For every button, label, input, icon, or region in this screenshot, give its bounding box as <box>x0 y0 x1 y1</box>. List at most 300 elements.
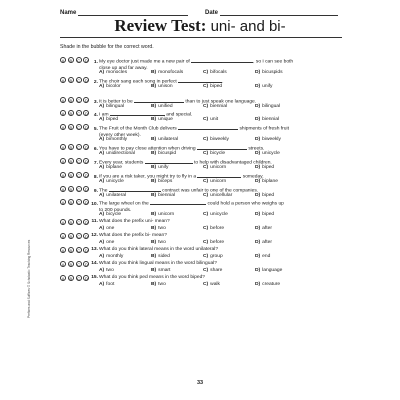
choice-letter: A) <box>99 83 105 89</box>
choice-letter: A) <box>99 70 105 75</box>
answer-bubble[interactable]: D <box>85 173 88 178</box>
answer-choice <box>203 117 255 123</box>
choice-text: before <box>210 239 225 245</box>
choice-letter: D) <box>255 192 261 198</box>
choice-text: biennial <box>158 192 176 198</box>
answer-bubble[interactable]: B <box>69 234 73 239</box>
answer-blank <box>197 172 241 178</box>
choice-letter: D) <box>255 253 261 259</box>
answer-blank <box>110 110 165 116</box>
answer-choice <box>99 268 151 274</box>
answer-bubble[interactable]: D <box>85 248 88 253</box>
answer-blank <box>145 158 193 164</box>
answer-choice <box>99 151 151 157</box>
answer-choices <box>99 268 345 274</box>
choice-text: monocles <box>106 70 128 75</box>
answer-choice <box>151 282 203 288</box>
choice-text: bimonthly <box>106 137 128 142</box>
answer-choice <box>255 104 307 110</box>
answer-bubble[interactable]: B <box>69 159 73 164</box>
answer-choice <box>99 84 151 90</box>
answer-choices <box>99 240 345 246</box>
answer-choice <box>151 165 203 171</box>
choice-text: sided <box>158 253 170 259</box>
choice-text: unique <box>158 116 173 122</box>
answer-choice <box>99 254 151 260</box>
answer-bubble[interactable]: C <box>77 220 80 225</box>
choice-letter: B) <box>151 239 157 245</box>
choice-text: two <box>158 225 166 231</box>
choice-text: unidirectional <box>106 150 135 156</box>
choice-text: smart <box>158 267 171 273</box>
answer-choice <box>99 70 151 76</box>
answer-choice <box>255 151 307 157</box>
answer-bubble[interactable]: B <box>69 111 73 116</box>
answer-choice <box>255 165 307 171</box>
choice-text: unit <box>210 116 219 122</box>
answer-choices <box>99 117 345 123</box>
choice-text: unilateral <box>106 192 127 198</box>
answer-bubble[interactable]: C <box>77 159 80 164</box>
answer-bubbles <box>60 247 89 253</box>
answer-choices <box>99 193 345 199</box>
question-prompt: The Fruit of the Month Club delivers <box>99 126 179 132</box>
answer-choice <box>99 117 151 123</box>
choice-letter: D) <box>255 83 261 89</box>
answer-choice <box>203 70 255 76</box>
question-text <box>91 219 345 225</box>
choice-text: after <box>262 225 272 231</box>
choice-text: biped <box>262 212 275 217</box>
answer-bubble[interactable]: C <box>77 98 80 103</box>
answer-bubble[interactable]: D <box>85 98 88 103</box>
choice-text: biplane <box>262 178 278 184</box>
answer-choice <box>203 151 255 157</box>
answer-bubble[interactable]: B <box>69 220 73 225</box>
answer-bubble[interactable]: B <box>69 173 73 178</box>
answer-bubble[interactable]: C <box>77 200 80 205</box>
name-field[interactable] <box>60 9 188 16</box>
question-prompt: Every year, students <box>99 160 145 166</box>
answer-bubble[interactable]: D <box>85 58 88 63</box>
answer-choice <box>255 117 307 123</box>
answer-choice <box>255 193 307 199</box>
answer-blank <box>178 124 238 130</box>
choice-text: unicorn <box>210 164 227 170</box>
answer-choice <box>203 165 255 171</box>
date-field[interactable] <box>205 9 338 16</box>
answer-choice <box>255 179 307 185</box>
question-prompt-line2: close up and far away. <box>99 66 148 71</box>
choice-text: monofocals <box>158 70 184 75</box>
answer-choice <box>203 193 255 199</box>
choice-text: unicellular <box>210 192 233 198</box>
choice-text: unified <box>158 103 173 109</box>
question-prompt-line2: (every other week). <box>99 133 141 138</box>
choice-letter: A) <box>99 225 105 231</box>
choice-letter: A) <box>99 281 105 287</box>
answer-bubble[interactable]: B <box>69 58 73 63</box>
answer-choices <box>99 282 345 288</box>
choice-text: bilingual <box>106 103 125 109</box>
answer-bubble[interactable]: C <box>77 276 80 281</box>
answer-bubble[interactable]: C <box>77 58 80 63</box>
answer-bubble[interactable]: B <box>69 187 73 192</box>
answer-choice <box>255 282 307 288</box>
answer-choice <box>255 226 307 232</box>
answer-bubbles <box>60 219 89 225</box>
answer-bubble[interactable]: D <box>85 187 88 192</box>
choice-text: share <box>210 267 223 273</box>
question-text <box>91 247 345 253</box>
answer-choice <box>151 254 203 260</box>
answer-choice <box>203 226 255 232</box>
answer-bubble[interactable]: A <box>61 145 65 150</box>
choice-text: foot <box>106 281 115 287</box>
answer-choices <box>99 84 345 90</box>
answer-choice <box>99 226 151 232</box>
answer-bubble[interactable]: B <box>69 262 73 267</box>
answer-choice <box>255 254 307 260</box>
answer-bubble[interactable]: A <box>61 200 65 205</box>
answer-blank <box>109 186 161 192</box>
choice-text: unify <box>158 164 169 170</box>
answer-bubble[interactable]: D <box>85 234 88 239</box>
answer-bubble[interactable]: A <box>61 111 65 116</box>
choice-text: unicorn <box>158 212 175 217</box>
question-prompt-end: and special. <box>164 112 193 118</box>
answer-bubble[interactable]: C <box>77 145 80 150</box>
choice-letter: D) <box>255 178 261 184</box>
choice-letter: C) <box>203 116 209 122</box>
answer-bubbles <box>60 124 89 130</box>
title-rest: uni- and bi- <box>206 18 286 35</box>
answer-choices <box>99 137 345 143</box>
choice-letter: D) <box>255 116 261 122</box>
answer-bubbles <box>60 57 89 63</box>
answer-choice <box>203 179 255 185</box>
choice-letter: B) <box>151 70 157 75</box>
answer-choice <box>99 104 151 110</box>
choice-letter: A) <box>99 103 105 109</box>
question-prompt-end: to help with disadvantaged children. <box>192 160 272 166</box>
answer-choice <box>255 268 307 274</box>
answer-choice <box>151 240 203 246</box>
question-prompt: It is better to be <box>99 99 135 105</box>
answer-choice <box>151 117 203 123</box>
question-number: 4. <box>93 112 98 118</box>
choice-text: bilingual <box>262 103 281 109</box>
answer-bubble[interactable]: A <box>61 187 65 192</box>
choice-letter: C) <box>203 281 209 287</box>
answer-bubble[interactable]: D <box>85 276 88 281</box>
answer-bubbles <box>60 144 89 150</box>
answer-bubble[interactable]: C <box>77 187 80 192</box>
answer-blank <box>178 77 222 83</box>
answer-bubble[interactable]: D <box>85 200 88 205</box>
answer-bubble[interactable]: B <box>69 248 73 253</box>
choice-letter: B) <box>151 150 157 156</box>
choice-letter: B) <box>151 164 157 170</box>
answer-bubble[interactable]: B <box>69 98 73 103</box>
title-divider <box>60 37 342 38</box>
answer-choice <box>99 165 151 171</box>
answer-bubble[interactable]: D <box>85 78 88 83</box>
question-prompt-line2: to 200 pounds. <box>99 208 132 213</box>
choice-letter: C) <box>203 239 209 245</box>
choice-letter: B) <box>151 83 157 89</box>
answer-bubble[interactable]: C <box>77 173 80 178</box>
answer-bubble[interactable]: D <box>85 220 88 225</box>
question-number: 8. <box>93 174 98 180</box>
answer-bubbles <box>60 97 89 103</box>
question-prompt: My eye doctor just made me a new pair of <box>99 59 192 65</box>
question-number: 7. <box>93 160 98 166</box>
answer-bubbles <box>60 110 89 116</box>
answer-bubble[interactable]: A <box>61 248 65 253</box>
answer-bubble[interactable]: A <box>61 98 65 103</box>
choice-text: bicycle <box>210 150 226 156</box>
answer-choice <box>99 193 151 199</box>
choice-text: language <box>262 267 283 273</box>
answer-choice <box>255 84 307 90</box>
question-prompt: What do you think lateral means in the word unilateral? <box>99 247 219 252</box>
choice-letter: D) <box>255 239 261 245</box>
choice-text: two <box>106 267 114 273</box>
choice-text: biped <box>262 164 275 170</box>
answer-choice <box>203 212 255 218</box>
choice-text: before <box>210 225 225 231</box>
question-number: 6. <box>93 146 98 152</box>
question-prompt-end: than to just speak one language. <box>184 99 257 105</box>
question-prompt: What does the prefix uni- mean? <box>99 219 170 224</box>
choice-text: biped <box>210 83 223 89</box>
answer-bubble[interactable]: A <box>61 276 65 281</box>
question-prompt-end: could hold a person who weighs up <box>206 201 284 207</box>
choice-text: one <box>106 239 115 245</box>
question-number: 2. <box>93 79 98 85</box>
answer-choices <box>99 254 345 260</box>
choice-text: unify <box>262 83 273 89</box>
choice-text: biweekly <box>210 137 229 142</box>
question-number: 11. <box>91 219 98 224</box>
choice-letter: C) <box>203 83 209 89</box>
answer-choice <box>151 226 203 232</box>
answer-bubble[interactable]: B <box>69 125 73 130</box>
answer-choice <box>203 282 255 288</box>
answer-choices <box>99 70 345 76</box>
choice-text: biweekly <box>262 137 281 142</box>
choice-letter: A) <box>99 212 105 217</box>
choice-text: unicycle <box>106 178 124 184</box>
answer-bubble[interactable]: B <box>69 276 73 281</box>
answer-choices <box>99 212 345 218</box>
question-number: 5. <box>93 126 98 132</box>
question-prompt: You have to pay close attention when driving <box>99 146 197 152</box>
answer-bubble[interactable]: D <box>85 125 88 130</box>
answer-choice <box>151 104 203 110</box>
choice-letter: B) <box>151 253 157 259</box>
choice-text: after <box>262 239 272 245</box>
question-prompt: If you are a risk taker, you might try to fly in a <box>99 174 198 180</box>
answer-bubble[interactable]: A <box>61 58 65 63</box>
answer-bubble[interactable]: A <box>61 159 65 164</box>
choice-letter: B) <box>151 116 157 122</box>
choice-letter: D) <box>255 212 261 217</box>
answer-choices <box>99 104 345 110</box>
choice-letter: B) <box>151 178 157 184</box>
answer-bubbles <box>60 158 89 164</box>
choice-letter: B) <box>151 267 157 273</box>
question-text <box>91 275 345 281</box>
answer-bubble[interactable]: B <box>69 145 73 150</box>
answer-bubbles <box>60 199 89 205</box>
question-prompt: The <box>99 188 109 194</box>
question-prompt-end: . <box>222 79 224 85</box>
answer-choice <box>255 137 307 143</box>
answer-choice <box>203 254 255 260</box>
choice-text: walk <box>210 281 220 287</box>
choice-letter: C) <box>203 212 209 217</box>
instructions: Shade in the bubble for the correct word. <box>60 44 154 50</box>
choice-letter: B) <box>151 137 157 142</box>
choice-letter: B) <box>151 212 157 217</box>
question-prompt-end: someday. <box>241 174 264 180</box>
answer-bubble[interactable]: A <box>61 262 65 267</box>
question-text <box>91 261 345 267</box>
answer-choices <box>99 165 345 171</box>
choice-letter: B) <box>151 281 157 287</box>
choice-text: unilateral <box>158 137 179 142</box>
choice-text: biennial <box>210 103 228 109</box>
question-number: 14. <box>91 261 98 266</box>
choice-text: biplane <box>106 164 122 170</box>
choice-text: biped <box>262 192 275 198</box>
choice-letter: C) <box>203 150 209 156</box>
answer-choice <box>255 212 307 218</box>
choice-letter: C) <box>203 137 209 142</box>
answer-bubbles <box>60 77 89 83</box>
name-label: Name <box>60 10 77 16</box>
answer-bubbles <box>60 186 89 192</box>
answer-bubble[interactable]: D <box>85 145 88 150</box>
title-bold: Review Test: <box>114 16 207 35</box>
answer-choice <box>203 137 255 143</box>
choice-letter: A) <box>99 164 105 170</box>
question-text <box>91 233 345 239</box>
answer-choice <box>203 240 255 246</box>
answer-choice <box>99 282 151 288</box>
choice-text: group <box>210 253 223 259</box>
answer-choice <box>151 193 203 199</box>
question-prompt: What do you think ped means in the word biped? <box>99 275 206 280</box>
answer-choice <box>203 104 255 110</box>
answer-choice <box>203 268 255 274</box>
answer-blank <box>134 97 184 103</box>
answer-choice <box>151 151 203 157</box>
answer-choice <box>99 240 151 246</box>
answer-choices <box>99 151 345 157</box>
choice-letter: B) <box>151 192 157 198</box>
answer-bubble[interactable]: A <box>61 125 65 130</box>
answer-blank <box>191 57 253 63</box>
choice-text: bicolor <box>106 83 121 89</box>
choice-letter: A) <box>99 253 105 259</box>
answer-choice <box>99 212 151 218</box>
question-number: 15. <box>91 275 98 280</box>
choice-text: bicycle <box>106 212 122 217</box>
page-number: 33 <box>196 380 204 386</box>
choice-letter: C) <box>203 192 209 198</box>
question-prompt: The large wheel on the <box>99 201 151 207</box>
answer-bubble[interactable]: D <box>85 262 88 267</box>
question-number: 12. <box>91 233 98 238</box>
choice-letter: C) <box>203 164 209 170</box>
question-prompt: The choir sang each song in perfect <box>99 79 179 85</box>
page-title <box>0 17 400 36</box>
choice-letter: A) <box>99 116 105 122</box>
answer-bubble[interactable]: C <box>77 111 80 116</box>
choice-letter: A) <box>99 239 105 245</box>
answer-bubbles <box>60 275 89 281</box>
answer-choice <box>151 179 203 185</box>
choice-letter: A) <box>99 137 105 142</box>
answer-bubble[interactable]: A <box>61 234 65 239</box>
answer-bubble[interactable]: D <box>85 111 88 116</box>
choice-text: creature <box>262 281 281 287</box>
choice-letter: A) <box>99 150 105 156</box>
answer-bubble[interactable]: A <box>61 173 65 178</box>
answer-choice <box>255 70 307 76</box>
answer-bubble[interactable]: C <box>77 78 80 83</box>
answer-bubble[interactable]: A <box>61 220 65 225</box>
choice-letter: B) <box>151 103 157 109</box>
choice-letter: D) <box>255 103 261 109</box>
question-prompt: I am <box>99 112 110 118</box>
choice-letter: C) <box>203 178 209 184</box>
answer-blank <box>197 144 247 150</box>
answer-bubble[interactable]: C <box>77 262 80 267</box>
choice-text: two <box>158 239 166 245</box>
answer-bubble[interactable]: B <box>69 78 73 83</box>
answer-bubble[interactable]: A <box>61 78 65 83</box>
answer-bubble[interactable]: C <box>77 248 80 253</box>
choice-letter: C) <box>203 253 209 259</box>
answer-bubble[interactable]: C <box>77 125 80 130</box>
question-number: 3. <box>93 99 98 105</box>
answer-bubble[interactable]: D <box>85 159 88 164</box>
answer-bubble[interactable]: C <box>77 234 80 239</box>
choice-text: bicuspid <box>158 150 177 156</box>
choice-letter: C) <box>203 70 209 75</box>
choice-text: unicycle <box>262 150 280 156</box>
answer-bubble[interactable]: B <box>69 200 73 205</box>
choice-letter: D) <box>255 137 261 142</box>
choice-letter: D) <box>255 150 261 156</box>
choice-text: unicycle <box>210 212 228 217</box>
question-prompt-end: streets. <box>246 146 265 152</box>
choice-text: two <box>158 281 166 287</box>
answer-choice <box>151 70 203 76</box>
choice-letter: B) <box>151 225 157 231</box>
answer-bubbles <box>60 261 89 267</box>
question-prompt-end: shipments of fresh fruit <box>238 126 289 132</box>
choice-letter: D) <box>255 281 261 287</box>
question-prompt: What do you think lingual means in the word bilingual? <box>99 261 217 266</box>
choice-text: one <box>106 225 115 231</box>
question-number: 9. <box>93 188 98 194</box>
question-number: 10. <box>91 201 98 207</box>
